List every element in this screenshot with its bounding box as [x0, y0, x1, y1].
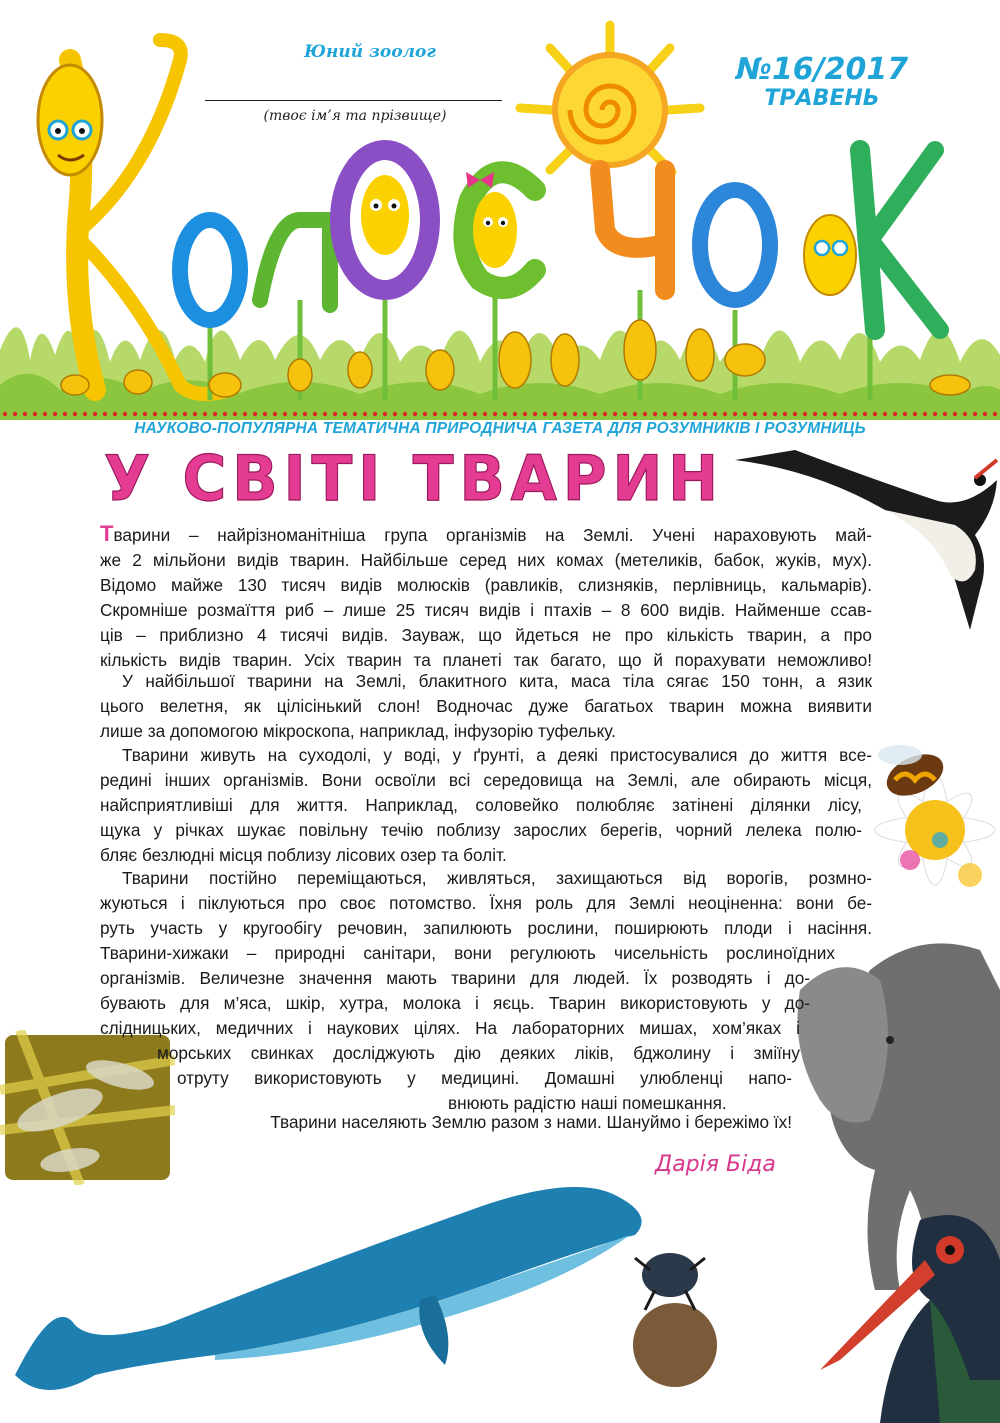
- p1-line: ців – приблизно 4 тисячі видів. Зауваж, що йдеться не про кількість тварин, а про: [100, 625, 872, 645]
- article-paragraph-2: [100, 669, 872, 744]
- sun-illustration: [520, 25, 700, 172]
- p3-line: найсприятливіші для життя. Наприклад, соловейко полюбляє затінені ділянки лісу,: [100, 795, 862, 815]
- issue-number: №16/2017: [735, 52, 909, 87]
- p4-line: Тварини-хижаки – природні санітари, вони регулюють чисельність рослиноїдних: [100, 943, 835, 963]
- black-stork-image: [820, 1180, 1000, 1423]
- paint-splash: [880, 820, 1000, 900]
- dung-beetle-image: [620, 1230, 730, 1400]
- p2-line: У найбільшої тварини на Землі, блакитного кита, маса тіла сягає 150 тонн, а язик: [122, 671, 872, 691]
- p4-line: Тварини постійно переміщаються, живляться, захищаються від ворогів, розмно-: [122, 868, 872, 888]
- p4-line: отруту використовують у медицині. Домашні улюбленці напо-: [177, 1068, 792, 1088]
- article-author: Дарія Біда: [655, 1152, 776, 1177]
- p4-line: морських свинках досліджують дію деяких ліків, бджолину і зміїну: [157, 1043, 800, 1063]
- issue-month: ТРАВЕНЬ: [764, 86, 880, 111]
- p1-line: Скромніше розмаїття риб – лише 25 тисяч видів і птахів – 8 600 видів. Найменше ссав-: [100, 600, 872, 620]
- p2-line: лише за допомогою мікроскопа, наприклад, інфузорію туфельку.: [100, 721, 616, 741]
- section-caption: Юний зоолог: [304, 42, 436, 62]
- p3-line: бляє безлюдні місця поблизу лісових озер та боліт.: [100, 845, 507, 865]
- headline-text: У СВІТІ ТВАРИН: [104, 442, 724, 515]
- drop-cap: Т: [100, 521, 114, 546]
- article-paragraph-1: [100, 521, 872, 673]
- p4-line: внюють радістю наші помешкання.: [448, 1093, 727, 1113]
- article-headline: [96, 438, 736, 518]
- name-entry-line: [205, 100, 502, 101]
- article-paragraph-3: [100, 743, 872, 868]
- article-paragraph-4: [100, 866, 872, 1116]
- p1-line: кількість видів тварин. Усіх тварин та планеті так багато, що й порахувати неможливо!: [100, 650, 872, 670]
- p3-line: редині інших організмів. Вони освоїли всі середовища на Землі, але обирають місця,: [100, 770, 872, 790]
- name-hint: (твоє ім’я та прізвище): [263, 108, 447, 124]
- p1-line: Відомо майже 130 тисяч видів молюсків (равликів, слизняків, перлівниць, кальмарів).: [100, 575, 872, 595]
- p3-line: Тварини живуть на суходолі, у воді, у ґрунті, а деякі пристосувалися до життя все-: [122, 745, 872, 765]
- p1-line-1: Тварини – найрізноманітніша група організмів на Землі. Учені нараховують май-: [100, 521, 872, 546]
- p4-line: руть участь у кругообігу речовин, запилюють рослини, поширюють плоди і насіння.: [100, 918, 872, 938]
- p4-line: жуються і піклуються про своє потомство. Їхня роль для Землі неоціненна: вони бе-: [100, 893, 872, 913]
- p2-line: цього велетня, як цілісінький слон! Водночас дуже багатьох тварин можна виявити: [100, 696, 872, 716]
- p1-line: же 2 мільйони видів тварин. Найбільше серед них комах (метеликів, бабок, жуків, мух).: [100, 550, 872, 570]
- p3-line: щука у річках шукає повільну течію поблизу зарослих берегів, чорний лелека полю-: [100, 820, 862, 840]
- tagline: НАУКОВО-ПОПУЛЯРНА ТЕМАТИЧНА ПРИРОДНИЧА ГАЗЕТА ДЛЯ РОЗУМНИКІВ І РОЗУМНИЦЬ: [134, 420, 866, 437]
- blue-whale-image: [15, 1175, 665, 1405]
- p4-line: бувають для м’яса, шкір, хутра, молока і яєць. Тварин використовують у до-: [100, 993, 810, 1013]
- p4-line: слідницьких, медичних і наукових цілях. На лабораторних мишах, хом’яках і: [100, 1018, 800, 1038]
- article-closing: Тварини населяють Землю разом з нами. Шануймо і бережімо їх!: [270, 1112, 792, 1132]
- p4-line: організмів. Величезне значення мають тварини для людей. Їх розводять і до-: [100, 968, 810, 988]
- issue-info: [722, 52, 922, 122]
